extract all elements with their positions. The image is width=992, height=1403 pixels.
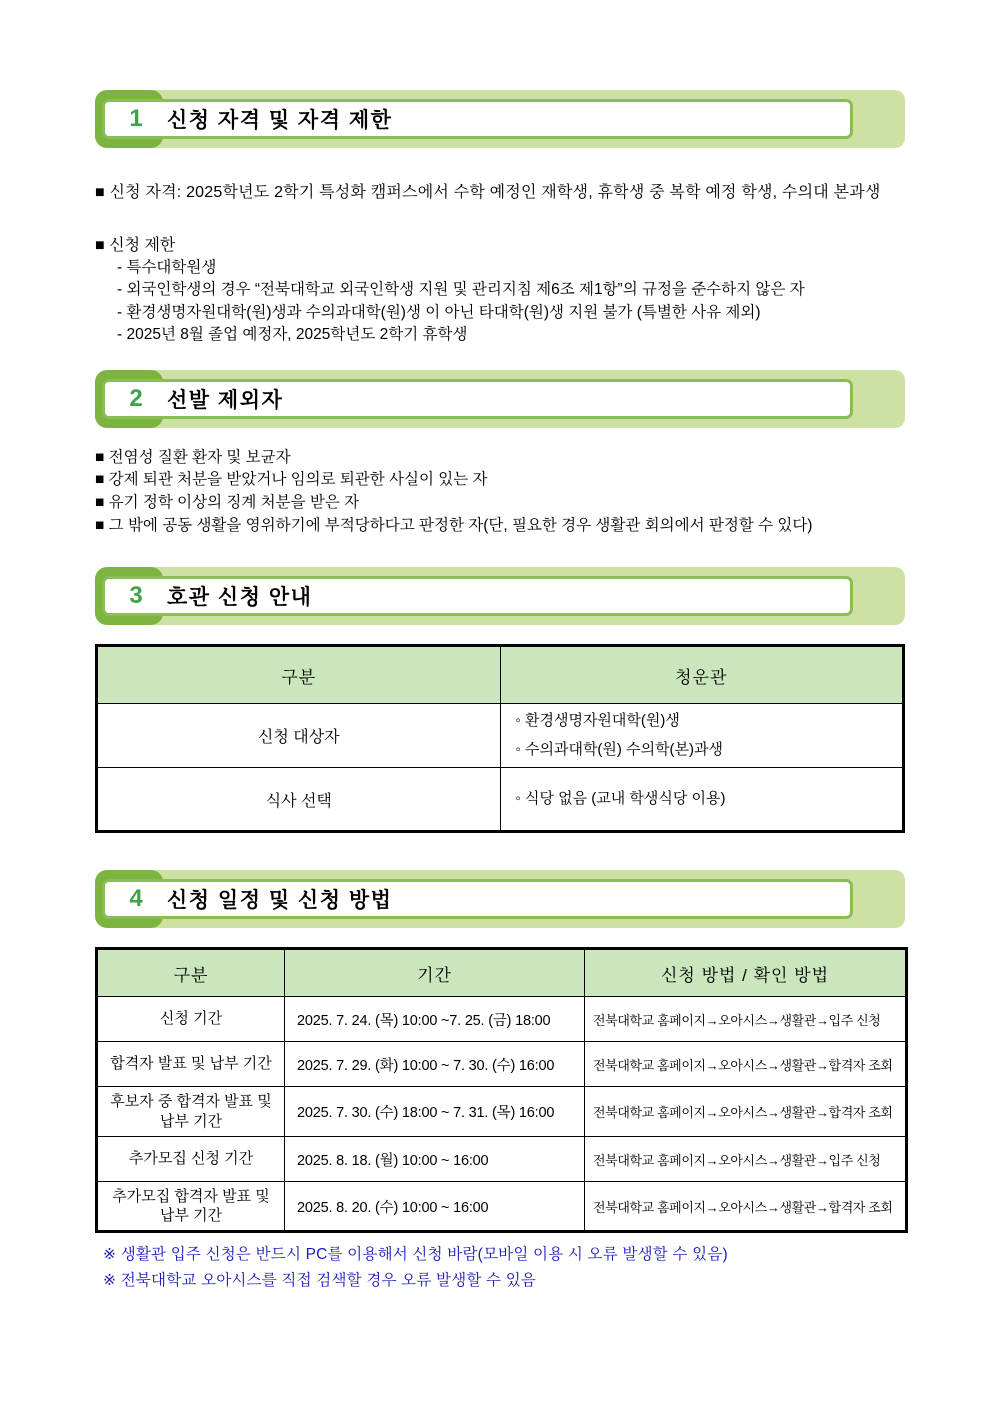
table-row	[97, 997, 907, 1042]
row-label-cell: 신청 대상자	[97, 704, 501, 768]
restriction-item: - 2025년 8월 졸업 예정자, 2025학년도 2학기 휴학생	[117, 326, 468, 344]
section-header-4	[95, 870, 905, 928]
schedule-label: 추가모집 합격자 발표 및 납부 기간	[97, 1182, 285, 1232]
schedule-method: 전북대학교 홈페이지→오아시스→생활관→입주 신청	[585, 997, 907, 1042]
restriction-block	[95, 234, 905, 347]
dorm-info-table	[95, 644, 905, 833]
table-row	[97, 1087, 907, 1137]
table-row	[97, 1137, 907, 1182]
restriction-title: ■ 신청 제한	[95, 236, 176, 254]
footnote: ※ 생활관 입주 신청은 반드시 PC를 이용해서 신청 바람(모바일 이용 시 오류 발생할 수 있음)	[103, 1246, 728, 1264]
exclusion-item: ■ 전염성 질환 환자 및 보균자	[95, 448, 291, 466]
section-title: 신청 일정 및 신청 방법	[167, 889, 393, 913]
section-number: 4	[129, 885, 143, 913]
column-header: 구분	[97, 949, 285, 997]
schedule-period: 2025. 7. 29. (화) 10:00 ~ 7. 30. (수) 16:00	[285, 1042, 585, 1087]
schedule-period: 2025. 7. 24. (목) 10:00 ~7. 25. (금) 18:00	[285, 997, 585, 1042]
section-header-box	[102, 879, 853, 919]
table-header-row	[97, 949, 907, 997]
value-line: ◦ 수의과대학(원) 수의학(본)과생	[515, 740, 724, 758]
table-row	[97, 1182, 907, 1232]
schedule-method: 전북대학교 홈페이지→오아시스→생활관→합격자 조회	[585, 1042, 907, 1087]
section-number: 2	[129, 384, 143, 412]
schedule-table	[95, 947, 908, 1233]
section-title: 호관 신청 안내	[167, 586, 313, 610]
schedule-method: 전북대학교 홈페이지→오아시스→생활관→합격자 조회	[585, 1087, 907, 1137]
section-number: 3	[129, 582, 143, 610]
section-header-1	[95, 90, 905, 148]
table-header-row	[97, 646, 904, 704]
column-header: 구분	[97, 646, 501, 704]
restriction-item: - 외국인학생의 경우 “전북대학교 외국인학생 지원 및 관리지침 제6조 제1항”의 규정을 준수하지 않은 자	[117, 281, 805, 299]
section-header-box	[102, 576, 853, 616]
exclusion-item: ■ 그 밖에 공동 생활을 영위하기에 부적당하다고 판정한 자(단, 필요한 경우 생활관 회의에서 판정할 수 있다)	[95, 516, 813, 534]
footnotes	[95, 1242, 905, 1293]
section-header-3	[95, 567, 905, 625]
row-label-cell: 식사 선택	[97, 768, 501, 832]
footnote: ※ 전북대학교 오아시스를 직접 검색할 경우 오류 발생할 수 있음	[103, 1271, 537, 1289]
schedule-method: 전북대학교 홈페이지→오아시스→생활관→합격자 조회	[585, 1182, 907, 1232]
table-row	[97, 1042, 907, 1087]
row-value-cell	[500, 704, 904, 768]
column-header: 신청 방법 / 확인 방법	[585, 949, 907, 997]
restriction-item: - 환경생명자원대학(원)생과 수의과대학(원)생 이 아닌 타대학(원)생 지원 불가 (특별한 사유 제외)	[117, 303, 761, 321]
schedule-period: 2025. 7. 30. (수) 18:00 ~ 7. 31. (목) 16:00	[285, 1087, 585, 1137]
section-header-2	[95, 370, 905, 428]
table-row	[97, 704, 904, 768]
section-title: 선발 제외자	[167, 388, 284, 412]
restriction-item: - 특수대학원생	[117, 258, 217, 276]
schedule-method: 전북대학교 홈페이지→오아시스→생활관→입주 신청	[585, 1137, 907, 1182]
value-line: ◦ 환경생명자원대학(원)생	[515, 712, 680, 730]
column-header: 청운관	[500, 646, 904, 704]
qualification-paragraph: ■ 신청 자격: 2025학년도 2학기 특성화 캠퍼스에서 수학 예정인 재학생, 휴학생 중 복학 예정 학생, 수의대 본과생	[95, 184, 881, 201]
exclusion-item: ■ 유기 정학 이상의 징계 처분을 받은 자	[95, 493, 360, 511]
schedule-period: 2025. 8. 18. (월) 10:00 ~ 16:00	[285, 1137, 585, 1182]
exclusion-list	[95, 447, 905, 538]
section-header-box	[102, 99, 853, 139]
section-number: 1	[129, 105, 143, 132]
schedule-label: 합격자 발표 및 납부 기간	[97, 1042, 285, 1087]
column-header: 기간	[285, 949, 585, 997]
document-content	[95, 90, 905, 1293]
schedule-label: 신청 기간	[97, 997, 285, 1042]
row-value-cell	[500, 768, 904, 832]
section-title: 신청 자격 및 자격 제한	[167, 109, 393, 132]
table-row	[97, 768, 904, 832]
schedule-period: 2025. 8. 20. (수) 10:00 ~ 16:00	[285, 1182, 585, 1232]
schedule-label: 후보자 중 합격자 발표 및 납부 기간	[97, 1087, 285, 1137]
exclusion-item: ■ 강제 퇴관 처분을 받았거나 임의로 퇴관한 사실이 있는 자	[95, 471, 488, 489]
section-header-box	[102, 379, 853, 419]
value-line: ◦ 식당 없음 (교내 학생식당 이용)	[515, 789, 726, 807]
schedule-label: 추가모집 신청 기간	[97, 1137, 285, 1182]
